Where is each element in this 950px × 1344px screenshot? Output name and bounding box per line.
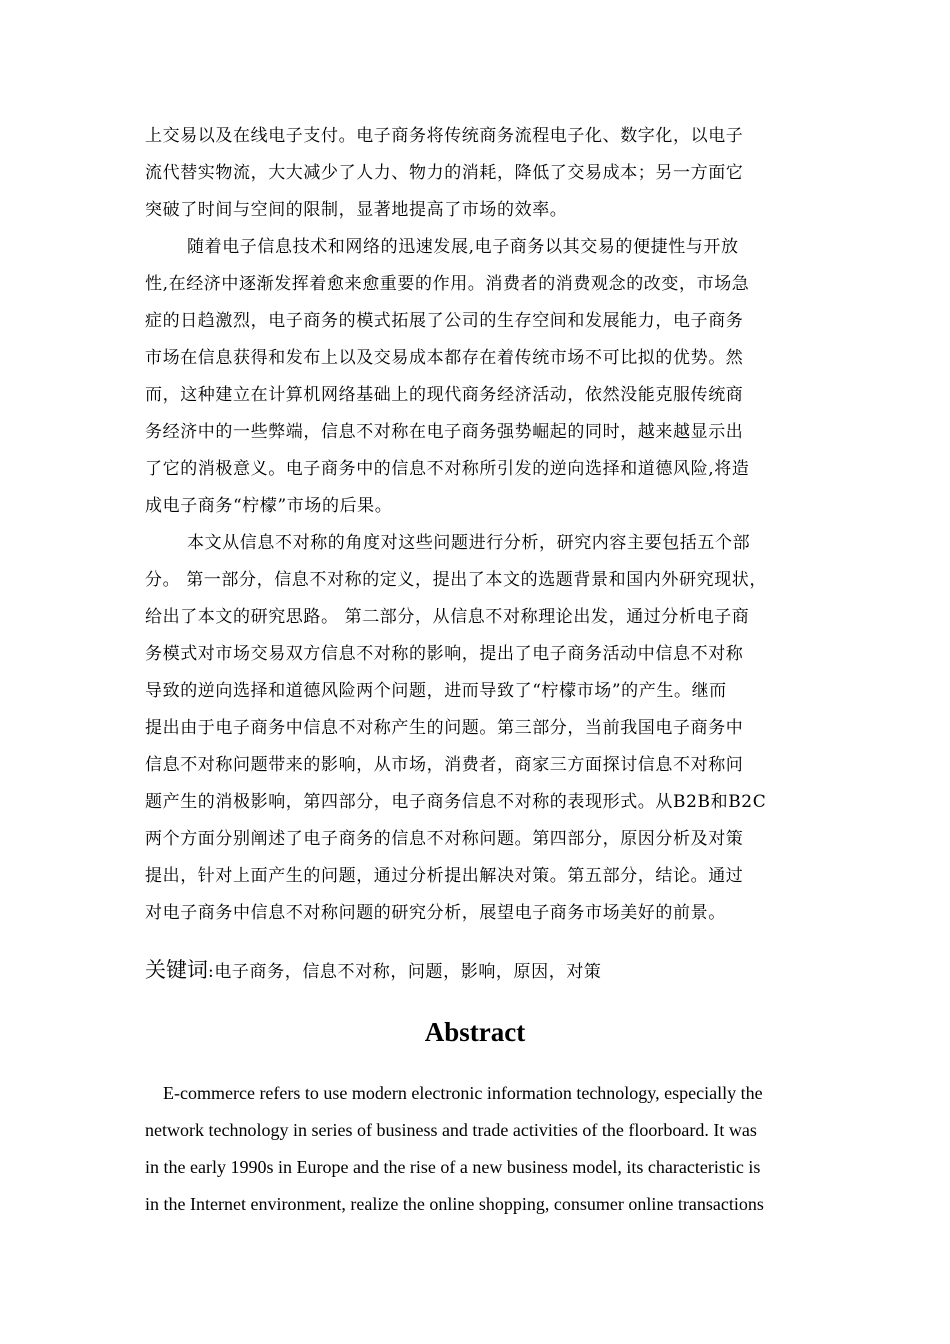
body-line: 流代替实物流，大大减少了人力、物力的消耗，降低了交易成本；另一方面它 <box>145 163 744 183</box>
body-line: 分。 第一部分，信息不对称的定义，提出了本文的选题背景和国内外研究现状， <box>145 570 768 590</box>
body-line: 对电子商务中信息不对称问题的研究分析，展望电子商务市场美好的前景。 <box>145 903 726 923</box>
body-line: 务经济中的一些弊端，信息不对称在电子商务强势崛起的同时，越来越显示出 <box>145 422 744 442</box>
body-line: 而，这种建立在计算机网络基础上的现代商务经济活动，依然没能克服传统商 <box>145 385 744 405</box>
body-line: 题产生的消极影响，第四部分，电子商务信息不对称的表现形式。从B2B和B2C <box>145 792 767 812</box>
abstract-body <box>145 1075 815 1223</box>
keywords-text: 电子商务，信息不对称，问题，影响，原因，对策 <box>214 962 602 982</box>
body-line: 务模式对市场交易双方信息不对称的影响，提出了电子商务活动中信息不对称 <box>145 644 744 664</box>
abstract-line: in the Internet environment, realize the online shopping, consumer online transactions <box>145 1194 764 1214</box>
keywords-colon: : <box>208 962 215 982</box>
abstract-line: E-commerce refers to use modern electronic information technology, especially the <box>163 1083 763 1103</box>
body-line: 市场在信息获得和发布上以及交易成本都存在着传统市场不可比拟的优势。然 <box>145 348 744 368</box>
abstract-line: in the early 1990s in Europe and the rise of a new business model, its characteristic is <box>145 1157 761 1177</box>
body-line: 性,在经济中逐渐发挥着愈来愈重要的作用。消费者的消费观念的改变，市场急 <box>145 274 750 294</box>
keywords-line <box>145 950 602 990</box>
body-line: 导致的逆向选择和道德风险两个问题，进而导致了“柠檬市场”的产生。继而 <box>145 681 727 701</box>
body-line: 信息不对称问题带来的影响，从市场，消费者，商家三方面探讨信息不对称问 <box>145 755 744 775</box>
body-line: 提出由于电子商务中信息不对称产生的问题。第三部分，当前我国电子商务中 <box>145 718 744 738</box>
body-line: 上交易以及在线电子支付。电子商务将传统商务流程电子化、数字化，以电子 <box>145 126 744 146</box>
body-line: 症的日趋激烈，电子商务的模式拓展了公司的生存空间和发展能力，电子商务 <box>145 311 744 331</box>
abstract-heading: Abstract <box>424 1017 526 1047</box>
body-line: 提出，针对上面产生的问题，通过分析提出解决对策。第五部分，结论。通过 <box>145 866 744 886</box>
body-line: 本文从信息不对称的角度对这些问题进行分析，研究内容主要包括五个部 <box>187 533 751 553</box>
body-line: 成电子商务“柠檬”市场的后果。 <box>145 496 393 516</box>
body-line: 突破了时间与空间的限制，显著地提高了市场的效率。 <box>145 200 568 220</box>
body-line: 两个方面分别阐述了电子商务的信息不对称问题。第四部分，原因分析及对策 <box>145 829 744 849</box>
chinese-body <box>145 118 810 932</box>
body-line: 随着电子信息技术和网络的迅速发展,电子商务以其交易的便捷性与开放 <box>187 237 739 257</box>
abstract-line: network technology in series of business and trade activities of the floorboard. It was <box>145 1120 757 1140</box>
body-line: 给出了本文的研究思路。 第二部分，从信息不对称理论出发，通过分析电子商 <box>145 607 750 627</box>
body-line: 了它的消极意义。电子商务中的信息不对称所引发的逆向选择和道德风险,将造 <box>145 459 750 479</box>
keywords-label: 关键词 <box>145 958 208 982</box>
